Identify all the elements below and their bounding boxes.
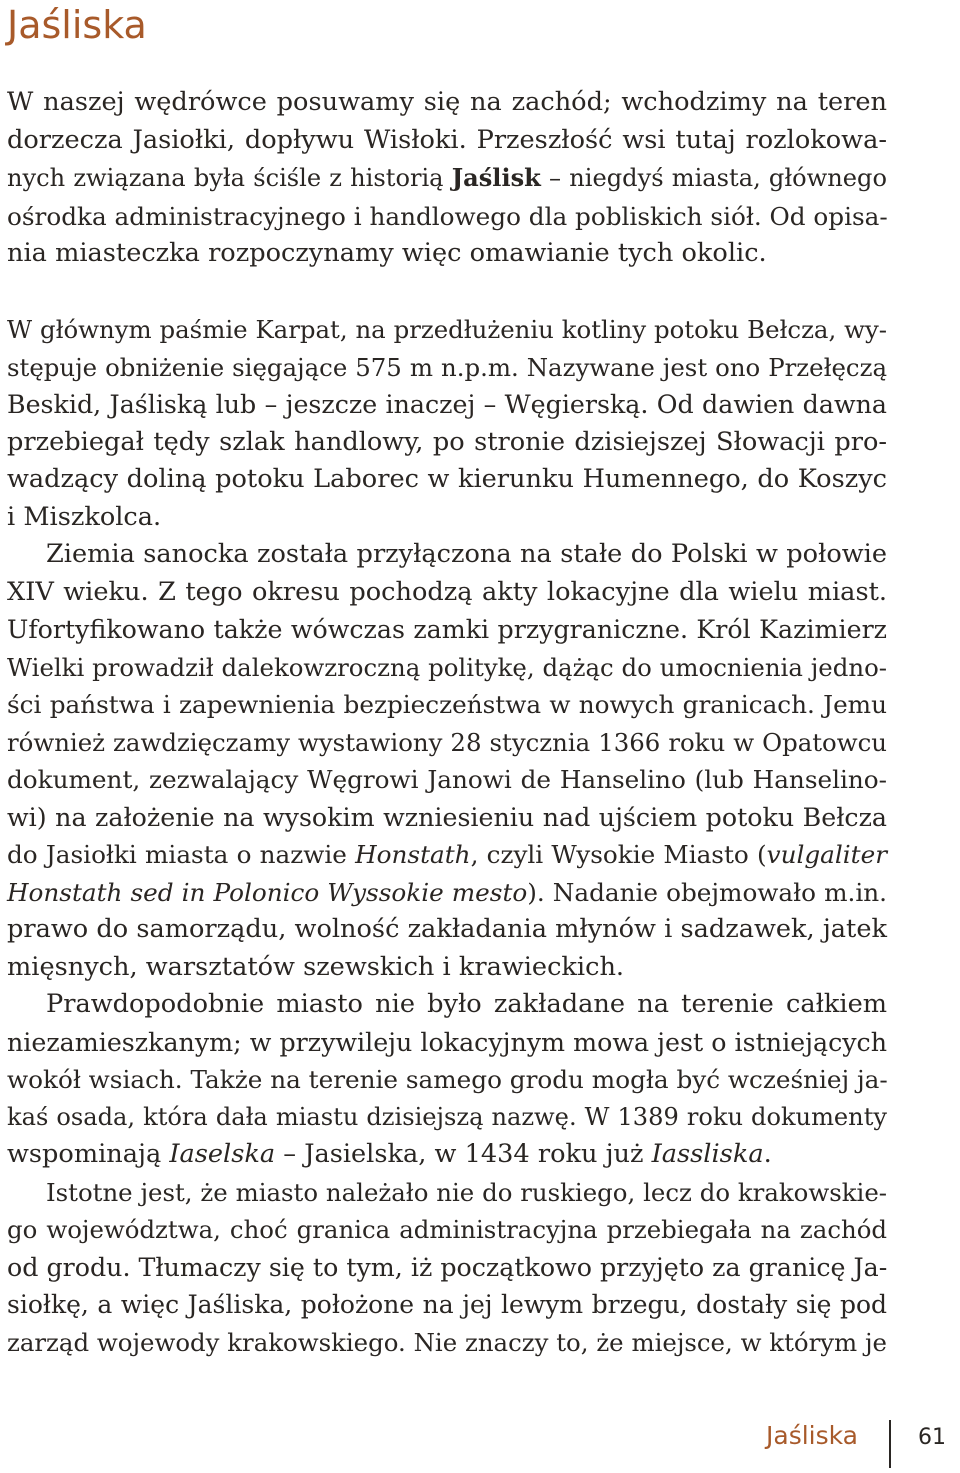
text-line: W głównym paśmie Karpat, na przedłużeniu kotliny potoku Bełcza, wy- (7, 315, 887, 344)
paragraph-wojewodztwo (7, 1174, 887, 1362)
intro-paragraph (7, 84, 887, 273)
text-line: niezamieszkanym; w przywileju lokacyjnym mowa jest o istniejących (7, 1027, 887, 1057)
text-line: ści państwa i zapewnienia bezpieczeństwa w nowych granicach. Jemu (7, 690, 887, 719)
text-line: nych związana była ściśle z historią Jaślisk – niegdyś miasta, głównego (7, 163, 887, 192)
text-line: wokół wsiach. Także na terenie samego grodu mogła być wcześniej ja- (7, 1065, 888, 1094)
text-line: siołkę, a więc Jaśliska, położone na jej lewym brzegu, dostały się pod (7, 1290, 887, 1319)
text-line: wspominają Iaselska – Jasielska, w 1434 roku już Iassliska. (7, 1139, 772, 1169)
page-number: 61 (918, 1425, 946, 1450)
text-line: zarząd wojewody krakowskiego. Nie znaczy to, że miejsce, w którym je (7, 1327, 887, 1357)
body-text (7, 311, 887, 1361)
text-line: od grodu. Tłumaczy się to tym, iż początkowo przyjęto za granicę Ja- (7, 1252, 888, 1282)
text-line: go województwa, choć granica administracyjna przebiegała na zachód (7, 1215, 887, 1244)
text-line: Ufortyfikowano także wówczas zamki przygraniczne. Król Kazimierz (7, 615, 887, 644)
text-line: Prawdopodobnie miasto nie było zakładane na terenie całkiem (46, 989, 887, 1019)
text-line: i Miszkolca. (7, 501, 162, 532)
paragraph-przelecz (7, 311, 887, 536)
text-line: Ziemia sanocka została przyłączona na stałe do Polski w połowie (46, 539, 887, 569)
text-line: XIV wieku. Z tego okresu pochodzą akty lokacyjne dla wielu miast. (7, 576, 887, 607)
text-line: Wielki prowadził dalekowzroczną politykę, dążąc do umocnienia jedno- (7, 652, 887, 682)
text-line: ośrodka administracyjnego i handlowego dla pobliskich siół. Od opisa- (7, 201, 888, 231)
text-line: Beskid, Jaśliską lub – jeszcze inaczej – Węgierską. Od dawien dawna (7, 390, 887, 419)
place-name-jaslisk: Jaślisk (451, 163, 541, 192)
text-line: również zawdzięczamy wystawiony 28 stycznia 1366 roku w Opatowcu (7, 727, 887, 757)
text-line: kaś osada, która dała miastu dzisiejszą nazwę. W 1389 roku dokumenty (7, 1102, 887, 1131)
text-line: mięsnych, warsztatów szewskich i krawieckich. (7, 951, 625, 982)
text-line: W naszej wędrówce posuwamy się na zachód; wchodzimy na teren (7, 87, 887, 117)
text-line: stępuje obniżenie sięgające 575 m n.p.m. Nazywane jest ono Przełęczą (7, 352, 887, 382)
text-line: Istotne jest, że miasto należało nie do ruskiego, lecz do krakowskie- (46, 1177, 887, 1207)
text-line: dokument, zezwalający Węgrowi Janowi de Hanselino (lub Hanselino- (7, 765, 887, 794)
text-line: do Jasiołki miasta o nazwie Honstath, czyli Wysokie Miasto (vulgaliter (7, 840, 888, 869)
text-line: nia miasteczka rozpoczynamy więc omawianie tych okolic. (7, 238, 767, 268)
page-title: Jaśliska (7, 3, 147, 47)
paragraph-nazwa (7, 986, 887, 1174)
text-line: dorzecza Jasiołki, dopływu Wisłoki. Przeszłość wsi tutaj rozlokowa- (7, 124, 887, 155)
running-title: Jaśliska (766, 1421, 858, 1450)
text-line: przebiegał tędy szlak handlowy, po stronie dzisiejszej Słowacji pro- (7, 426, 887, 457)
paragraph-lokacja (7, 536, 887, 986)
footer-divider (889, 1420, 891, 1468)
text-line: wadzący doliną potoku Laborec w kierunku Humennego, do Koszyc (7, 464, 887, 494)
text-line: prawo do samorządu, wolność zakładania młynów i sadzawek, jatek (7, 914, 887, 944)
text-line: Honstath sed in Polonico Wyssokie mesto). Nadanie obejmowało m.in. (7, 877, 887, 907)
text-line: wi) na założenie na wysokim wzniesieniu nad ujściem potoku Bełcza (7, 802, 887, 832)
